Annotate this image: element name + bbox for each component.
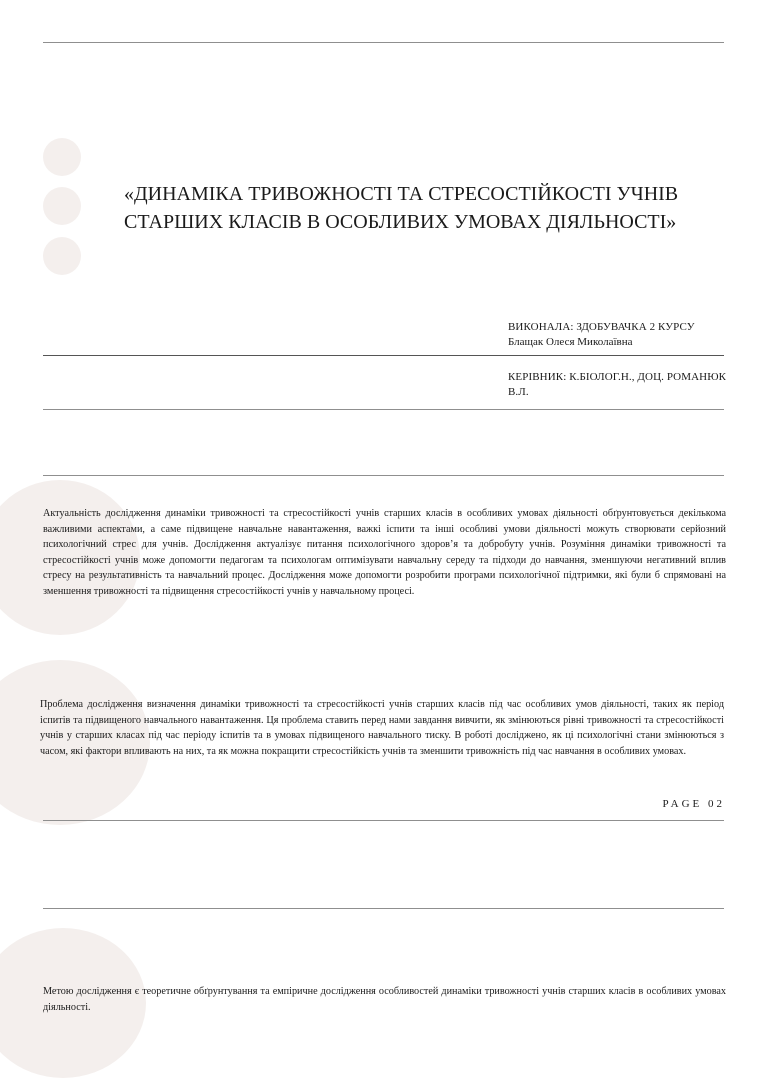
- divider-section: [43, 475, 724, 476]
- author-name: Блащак Олеся Миколаївна: [508, 336, 633, 348]
- divider-meta-1: [43, 355, 724, 356]
- divider-page-start: [43, 908, 724, 909]
- supervisor-label: КЕРІВНИК: К.БІОЛОГ.Н., ДОЦ. РОМАНЮК В.Л.: [508, 371, 727, 398]
- thesis-title: «ДИНАМІКА ТРИВОЖНОСТІ ТА СТРЕСОСТІЙКОСТІ УЧНІВ СТАРШИХ КЛАСІВ В ОСОБЛИВИХ УМОВАХ ДІЯЛЬНОСТІ»: [124, 183, 679, 233]
- divider-page-end: [43, 820, 724, 821]
- goal-paragraph: Метою дослідження є теоретичне обґрунтування та емпіричне дослідження особливостей динаміки тривожності учнів старших класів в особливих умовах діяльності.: [43, 986, 726, 1013]
- divider-meta-2: [43, 409, 724, 410]
- page-number: PAGE 02: [662, 798, 725, 810]
- decor-circle-3: [43, 237, 81, 275]
- supervisor-block: [508, 370, 728, 400]
- author-block: [508, 320, 728, 350]
- problem-paragraph: Проблема дослідження визначення динаміки тривожності та стресостійкості учнів старших класів під час особливих умов діяльності, таких як період іспитів та підвищеного навчального навантаження. Ця проблема ставить перед нами завдання вивчити, як змінюються рівні тривожності та стресостійкості учнів у старших класах під час періоду іспитів та в умовах підвищеного навчального тиску. В роботі досліджено, як ці психологічні стани змінюються з часом, які фактори впливають на них, та як можна покращити стресостійкість учнів та зменшити тривожність під час навчання в особливих умовах.: [40, 699, 724, 757]
- divider-top: [43, 42, 724, 43]
- relevance-paragraph: Актуальність дослідження динаміки тривожності та стресостійкості учнів старших класів в особливих умовах діяльності обґрунтовується декількома важливими аспектами, а саме підвищене навчальне навантаження, важкі іспити та інші особливі умови діяльності можуть створювати серйозний психологічний стрес для учнів. Дослідження актуалізує питання психологічного здоров’я та добробуту учнів. Розуміння динаміки тривожності та стресостійкості учнів може допомогти педагогам та психологам оптимізувати навчальну середу та підходи до навчання, зменшуючи негативний вплив стресу на результативність та навчальний процес. Дослідження може допомогти розробити програми психологічної підтримки, які були б спрямовані на зменшення тривожності та підвищення стресостійкості учнів у навчальному процесі.: [43, 508, 726, 597]
- decor-circle-2: [43, 187, 81, 225]
- author-label: ВИКОНАЛА: ЗДОБУВАЧКА 2 КУРСУ: [508, 321, 695, 333]
- decor-circle-1: [43, 138, 81, 176]
